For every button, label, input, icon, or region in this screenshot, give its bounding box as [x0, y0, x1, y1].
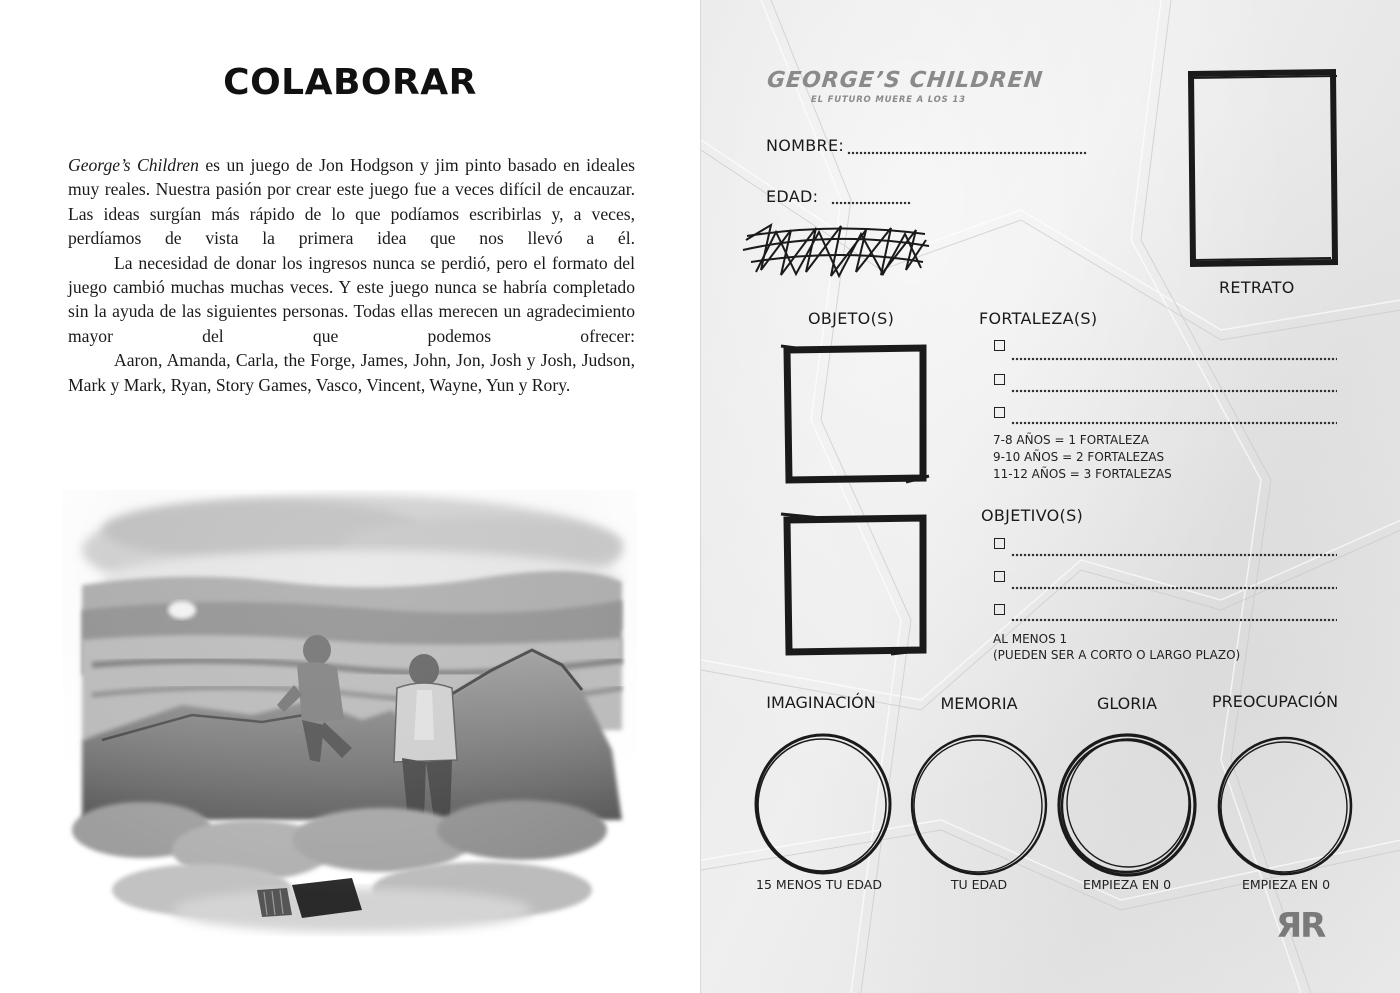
- strengths-label: FORTALEZA(S): [979, 309, 1098, 328]
- goals-note-2: (PUEDEN SER A CORTO O LARGO PLAZO): [993, 648, 1241, 662]
- goal-line-2[interactable]: [1011, 586, 1337, 590]
- children-wasteland-illustration: [62, 490, 637, 940]
- objects-label: OBJETO(S): [808, 309, 895, 328]
- portrait-label: RETRATO: [1219, 278, 1295, 297]
- strength-note-3: 11-12 AÑOS = 3 FORTALEZAS: [993, 467, 1172, 481]
- strength-checkbox-3[interactable]: [994, 407, 1005, 418]
- stat-label-worry: PREOCUPACIÓN: [1211, 692, 1339, 711]
- stat-note-imagination: 15 MENOS TU EDAD: [756, 877, 882, 892]
- age-label: EDAD:: [766, 187, 819, 206]
- page-title: COLABORAR: [223, 62, 477, 103]
- stat-note-memory: TU EDAD: [950, 877, 1008, 892]
- goals-note-1: AL MENOS 1: [993, 632, 1068, 646]
- strength-checkbox-2[interactable]: [994, 374, 1005, 385]
- strength-line-1[interactable]: [1011, 357, 1337, 361]
- paragraph-2: La necesidad de donar los ingresos nunca se perdió, pero el formato del juego cambió muchas muchas veces. Y este juego nunca se habría completado sin la ayuda de las siguientes personas. Todas ellas merecen un agradecimiento mayor del que podemos ofrecer:: [68, 252, 635, 346]
- goal-line-3[interactable]: [1011, 618, 1337, 622]
- paragraph-3: Aaron, Amanda, Carla, the Forge, James, John, Jon, Josh y Josh, Judson, Mark y Mark, Ryan, Story Games, Vasco, Vincent, Wayne, Yun y Rory.: [68, 350, 635, 395]
- stat-label-memory: MEMORIA: [940, 694, 1018, 713]
- stat-label-glory: GLORIA: [1096, 694, 1158, 713]
- age-field-line[interactable]: [831, 201, 911, 205]
- goal-checkbox-3[interactable]: [994, 604, 1005, 615]
- strength-note-2: 9-10 AÑOS = 2 FORTALEZAS: [993, 450, 1165, 464]
- strength-line-2[interactable]: [1011, 389, 1337, 393]
- name-field-line[interactable]: [847, 151, 1087, 155]
- goal-line-1[interactable]: [1011, 553, 1337, 557]
- strength-note-1: 7-8 AÑOS = 1 FORTALEZA: [993, 433, 1149, 447]
- paragraph-1-text: es un juego de Jon Hodgson y jim pinto basado en ideales muy reales. Nuestra pasión por crear este juego fue a veces difícil de encauzar. Las ideas surgían más rápido de lo que podíamos escribirlas y, a veces, perdíamos de vista la primera idea que nos llevó a él.: [68, 155, 635, 249]
- game-name-italic: George’s Children: [68, 155, 199, 175]
- stat-label-imagination: IMAGINACIÓN: [766, 693, 876, 712]
- goal-checkbox-2[interactable]: [994, 571, 1005, 582]
- paragraph-1: [68, 153, 635, 251]
- strength-line-3[interactable]: [1011, 421, 1337, 425]
- name-label: NOMBRE:: [766, 136, 845, 155]
- stat-note-glory: EMPIEZA EN 0: [1082, 877, 1172, 892]
- game-title: GEORGE’S CHILDREN: [765, 68, 1045, 93]
- body-text: [68, 153, 635, 397]
- character-sheet-page: [700, 0, 1400, 993]
- strength-checkbox-1[interactable]: [994, 340, 1005, 351]
- stat-note-worry: EMPIEZA EN 0: [1241, 877, 1331, 892]
- goals-label: OBJETIVO(S): [981, 506, 1084, 525]
- publisher-logo: ЯR: [1276, 906, 1325, 946]
- goal-checkbox-1[interactable]: [994, 538, 1005, 549]
- game-subtitle: EL FUTURO MUERE A LOS 13: [811, 95, 966, 105]
